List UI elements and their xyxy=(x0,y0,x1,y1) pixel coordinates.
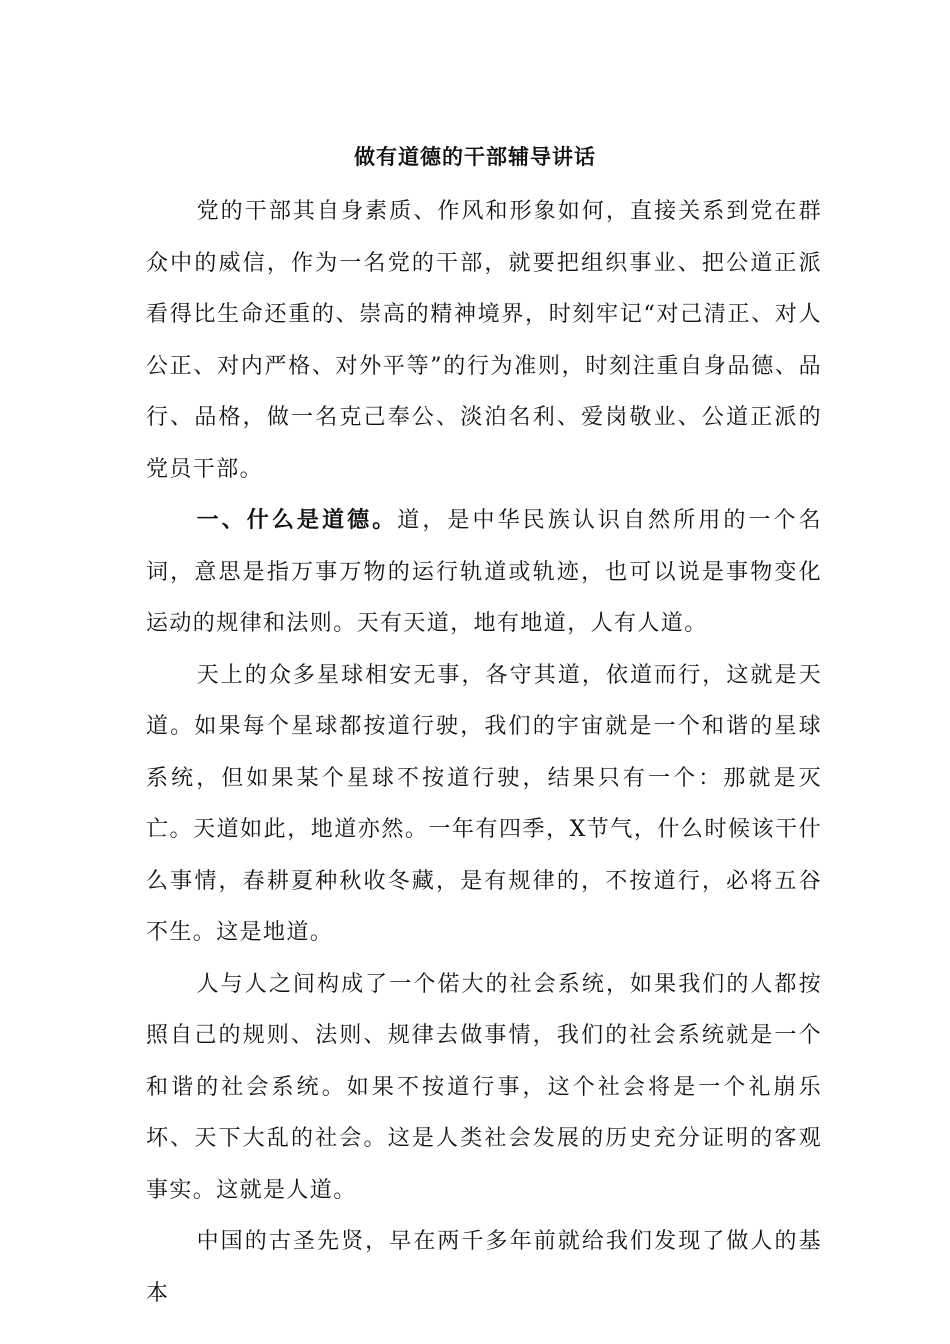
section-heading: 一、什么是道德。 xyxy=(196,507,398,533)
paragraph-section-one xyxy=(146,495,822,650)
paragraph-text: 天上的众多星球相安无事，各守其道，依道而行，这就是天道。如果每个星球都按道行驶，我们的宇宙就是一个和谐的星球系统，但如果某个星球不按道行驶，结果只有一个：那就是灭亡。天道如此，地道亦然。一年有四季，X节气，什么时候该干什么事情，春耕夏种秋收冬藏，是有规律的，不按道行，必将五谷不生。这是地道。 xyxy=(146,662,822,945)
paragraph-human-way xyxy=(146,959,822,1217)
paragraph-intro xyxy=(146,186,822,495)
document-body xyxy=(146,186,822,1319)
paragraph-sages xyxy=(146,1216,822,1319)
paragraph-text: 中国的古圣先贤，早在两千多年前就给我们发现了做人的基本 xyxy=(146,1229,822,1306)
paragraph-text: 道，是中华民族认识自然所用的一个名词，意思是指万事万物的运行轨道或轨迹，也可以说是事物变化运动的规律和法则。天有天道，地有地道，人有人道。 xyxy=(146,508,822,636)
paragraph-heaven-way xyxy=(146,650,822,959)
paragraph-text: 党的干部其自身素质、作风和形象如何，直接关系到党在群众中的威信，作为一名党的干部，就要把组织事业、把公道正派看得比生命还重的、崇高的精神境界，时刻牢记“对己清正、对人公正、对内严格、对外平等”的行为准则，时刻注重自身品德、品行、品格，做一名克己奉公、淡泊名利、爱岗敬业、公道正派的党员干部。 xyxy=(146,199,822,482)
document-title: 做有道德的干部辅导讲话 xyxy=(354,144,596,169)
paragraph-text: 人与人之间构成了一个偌大的社会系统，如果我们的人都按照自己的规则、法则、规律去做事情，我们的社会系统就是一个和谐的社会系统。如果不按道行事，这个社会将是一个礼崩乐坏、天下大乱的社会。这是人类社会发展的历史充分证明的客观事实。这就是人道。 xyxy=(146,971,822,1203)
